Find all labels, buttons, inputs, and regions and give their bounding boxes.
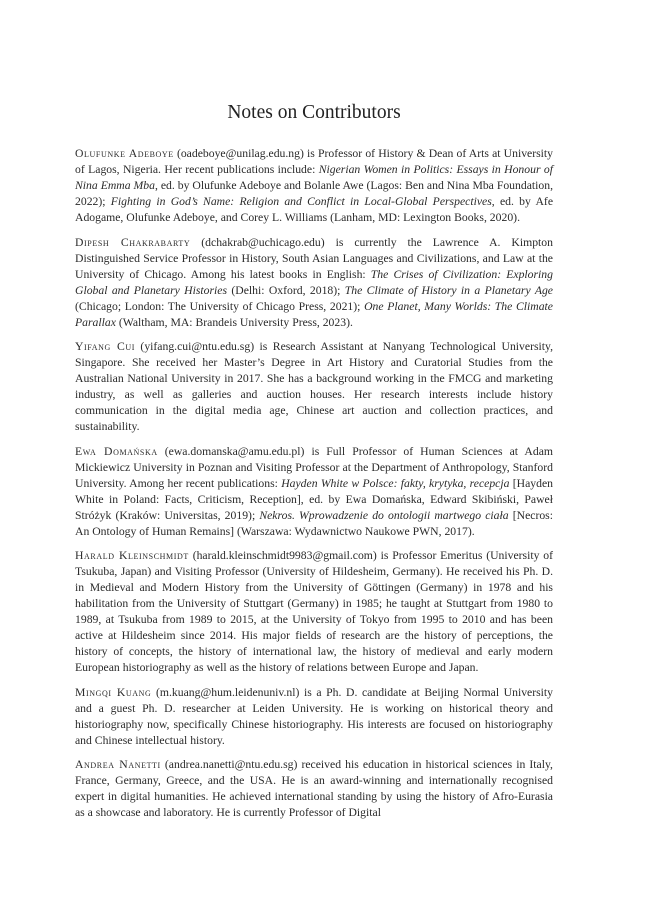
publication-title: The Crises of Civilization: Exploring Global and Planetary Histories <box>75 267 553 297</box>
contributor-entry <box>75 444 553 540</box>
contributor-name: Yifang Cui <box>75 340 135 353</box>
contributor-name: Andrea Nanetti <box>75 758 161 771</box>
bio-text: (yifang.cui@ntu.edu.sg) is Research Assistant at Nanyang Technological University, Singapore. She received her Master’s Degree in Art History and Curatorial Studies from the Australian National University in 2017. She has a background working in the FMCG and marketing industry, as well as galleries and auction houses. Her research interests include history communication in the digital media age, Chinese art auction and collection practices, and sustainability. <box>75 340 554 433</box>
contributor-entry <box>75 235 553 331</box>
contributor-name: Ewa Domańska <box>75 444 158 458</box>
bio-text: [Hayden White in Poland: Facts, Criticism, Reception], ed. by Ewa Domańska, Edward Skibiński, Paweł Stróżyk (Kraków: Universitas, 2019); <box>75 476 553 522</box>
bio-text: (Chicago; London: The University of Chicago Press, 2021); <box>75 299 365 313</box>
contributor-name: Dipesh Chakrabarty <box>75 235 191 249</box>
contributor-list <box>75 146 553 830</box>
contributor-name: Olufunke Adeboye <box>75 147 174 160</box>
publication-title: The Climate of History in a Planetary Age <box>344 283 553 297</box>
bio-text: (Waltham, MA: Brandeis University Press, 2023). <box>115 315 353 329</box>
publication-title: Hayden White w Polsce: fakty, krytyka, recepcja <box>281 476 510 490</box>
bio-text: (harald.kleinschmidt9983@gmail.com) is Professor Emeritus (University of Tsukuba, Japan) and Visiting Professor (University of Hildesheim, Germany). He received his Ph. D. in Medieval and Modern History from the University of Göttingen (Germany) in 1978 and his habilitation from the University of Stuttgart (Germany) in 1985; he taught at Stuttgart from 1980 to 1989, at Tsukuba from 1989 to 2015, at the University of Tokyo from 1995 to 2010 and has been active at Hildesheim since 2014. His major fields of research are the history of perceptions, the history of concepts, the history of international law, the history of medieval and early modern European historiography as well as the history of relations between Europe and Japan. <box>75 549 553 674</box>
bio-text: (m.kuang@hum.leidenuniv.nl) is a Ph. D. candidate at Beijing Normal University and a guest Ph. D. researcher at Leiden University. He is working on historical theory and historiography now, specifically Chinese historiography. His interests are focused on historiography and Chinese intellectual history. <box>75 685 554 747</box>
bio-text: (ewa.domanska@amu.edu.pl) is Full Professor of Human Sciences at Adam Mickiewicz University in Poznan and Visiting Professor at the Department of Anthropology, Stanford University. Among her recent publications: <box>75 444 553 490</box>
contributor-entry <box>75 548 553 676</box>
contributor-name: Harald Kleinschmidt <box>75 549 189 562</box>
publication-title: One Planet, Many Worlds: The Climate Parallax <box>75 299 553 329</box>
bio-text: (andrea.nanetti@ntu.edu.sg) received his education in historical sciences in Italy, France, Germany, Greece, and the USA. He is an award-winning and internationally recognised expert in digital humanities. He achieved international standing by using the history of Afro-Eurasia as a showcase and laboratory. He is currently Professor of Digital <box>75 758 553 819</box>
contributor-entry <box>75 339 553 435</box>
bio-text: (Delhi: Oxford, 2018); <box>227 283 345 297</box>
bio-text: [Necros: An Ontology of Human Remains] (Warszawa: Wydawnictwo Naukowe PWN, 2017). <box>75 508 553 538</box>
bio-text: (dchakrab@uchicago.edu) is currently the Lawrence A. Kimpton Distinguished Service Professor in History, South Asian Languages and Civilizations, and Law at the University of Chicago. Among his latest books in English: <box>75 235 553 281</box>
contributor-name: Mingqi Kuang <box>75 685 152 699</box>
bio-text: , ed. by Olufunke Adeboye and Bolanle Awe (Lagos: Ben and Nina Mba Foundation, 2022); <box>75 179 553 208</box>
contributor-entry <box>75 757 553 821</box>
page-title: Notes on Contributors <box>227 102 401 123</box>
publication-title: Fighting in God’s Name: Religion and Conflict in Local-Global Perspectives <box>110 195 492 208</box>
bio-text: , ed. by Afe Adogame, Olufunke Adeboye, and Corey L. Williams (Lanham, MD: Lexington Books, 2020). <box>75 195 554 224</box>
publication-title: Nigerian Women in Politics: Essays in Honour of Nina Emma Mba <box>75 163 553 192</box>
contributor-entry <box>75 685 553 749</box>
bio-text: (oadeboye@unilag.edu.ng) is Professor of History & Dean of Arts at University of Lagos, Nigeria. Her recent publications include: <box>75 147 554 176</box>
publication-title: Nekros. Wprowadzenie do ontologii martwego ciała <box>259 508 509 522</box>
contributor-entry <box>75 146 553 226</box>
